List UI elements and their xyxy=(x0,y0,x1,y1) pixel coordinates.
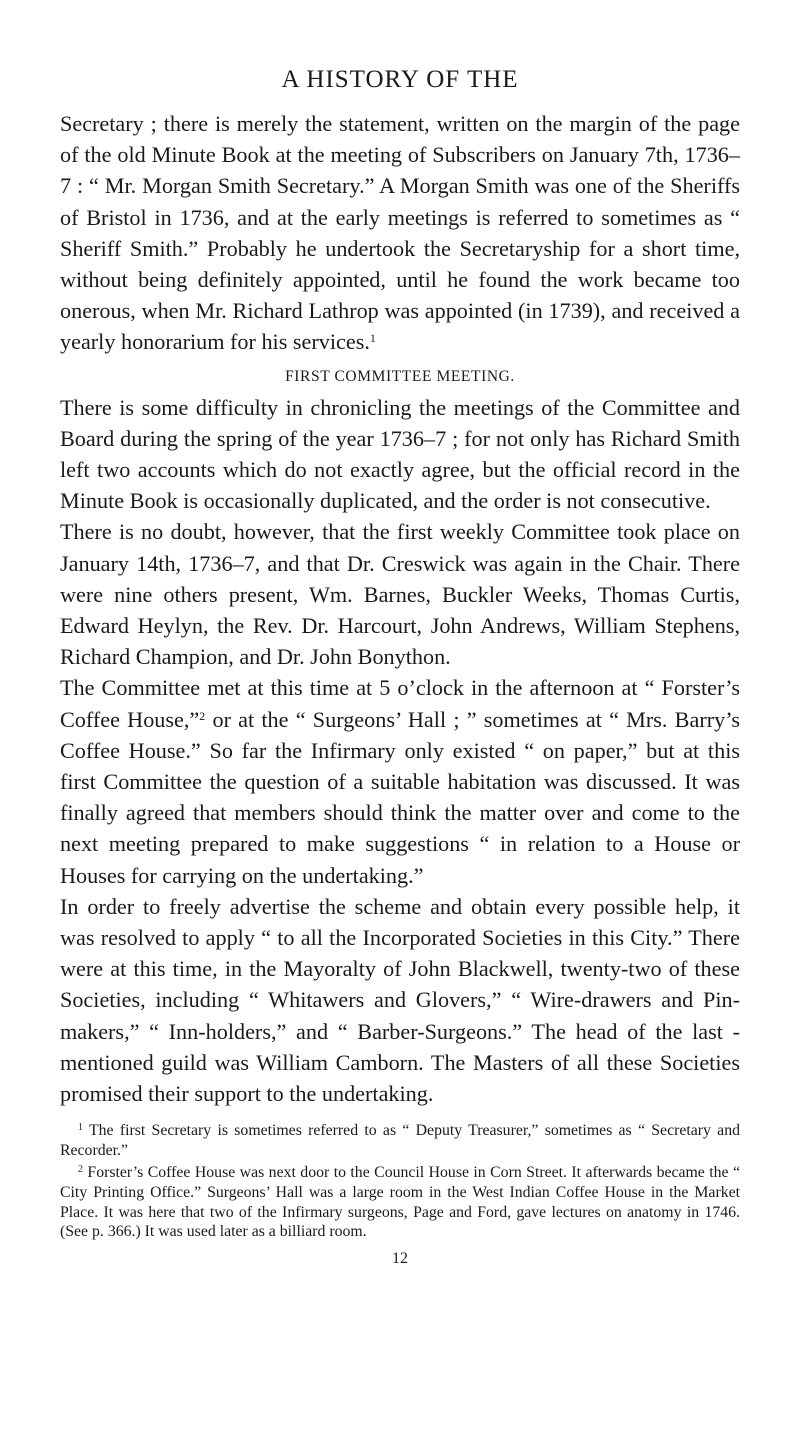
section-heading: FIRST COMMITTEE MEETING. xyxy=(285,367,515,385)
footnote-ref-1: 1 xyxy=(369,331,376,346)
footnote-ref-2: 2 xyxy=(199,708,206,723)
paragraph-4-text-b: or at the “ Surgeons’ Hall ; ” sometimes at “ Mrs. Barry’s Coffee House.” So far the Infirmary only existed “ on paper,” but at this first Committee the question of a suitable habitation was discussed. It was finally agreed that members should think the matter over and come to the next meeting prepared to make suggestions “ in relation to a House or Houses for carrying on the undertaking.” xyxy=(60,706,740,888)
paragraph-1-text: Secretary ; there is merely the statement, written on the margin of the page of the old Minute Book at the meeting of Subscribers on January 7th, 1736–7 : “ Mr. Morgan Smith Secretary.” A Morgan Smith was one of the Sheriffs of Bristol in 1736, and at the early meetings is referred to sometimes as “ Sheriff Smith.” Probably he undertook the Secretaryship for a short time, without being definitely appointed, until he found the work became too onerous, when Mr. Richard Lathrop was appointed (in 1739), and received a yearly honorarium for his services. xyxy=(60,111,740,355)
paragraph-1 xyxy=(60,108,740,358)
paragraph-5: In order to freely advertise the scheme and obtain every possible help, it was resolved to apply “ to all the Incorporated Societies in this City.” There were at this time, in the Mayoralty of John Blackwell, twenty-two of these Societies, including “ Whitawers and Glovers,” “ Wire-drawers and Pin-makers,” “ Inn-holders,” and “ Barber-Surgeons.” The head of the last - mentioned guild was William Camborn. The Masters of all these Societies promised their support to the undertaking. xyxy=(60,893,740,1107)
footnote-2 xyxy=(60,1163,740,1241)
footnote-1-marker: 1 xyxy=(78,1122,83,1134)
paragraph-2: There is some difficulty in chronicling the meetings of the Committee and Board during the spring of the year 1736–7 ; for not only has Richard Smith left two accounts which do not exactly agree, but the official record in the Minute Book is occasionally duplicated, and the order is not consecutive. xyxy=(60,394,740,514)
page-number: 12 xyxy=(392,1249,408,1267)
running-head: A HISTORY OF THE xyxy=(281,66,519,93)
paragraph-4-text-a: The Committee met at this time at 5 o’clock in the afternoon at “ Forster’s Coffee House,” xyxy=(60,675,740,732)
footnote-2-marker: 2 xyxy=(78,1164,83,1176)
paragraph-3: There is no doubt, however, that the first weekly Committee took place on January 14th, 1736–7, and that Dr. Creswick was again in the Chair. There were nine others present, Wm. Barnes, Buckler Weeks, Thomas Curtis, Edward Heylyn, the Rev. Dr. Harcourt, John Andrews, William Stephens, Richard Champion, and Dr. John Bonython. xyxy=(60,519,740,670)
footnotes xyxy=(60,1121,740,1242)
book-page xyxy=(60,66,740,1268)
footnote-1-text: The first Secretary is sometimes referred to as “ Deputy Treasurer,” sometimes as “ Secretary and Recorder.” xyxy=(60,1122,740,1159)
footnote-1 xyxy=(60,1121,740,1160)
footnote-2-text: Forster’s Coffee House was next door to the Council House in Corn Street. It afterwards became the “ City Printing Office.” Surgeons’ Hall was a large room in the West Indian Coffee House in the Market Place. It was here that two of the Infirmary surgeons, Page and Ford, gave lectures on anatomy in 1746. (See p. 366.) It was used later as a billiard room. xyxy=(60,1164,740,1241)
paragraph-4 xyxy=(60,672,740,890)
